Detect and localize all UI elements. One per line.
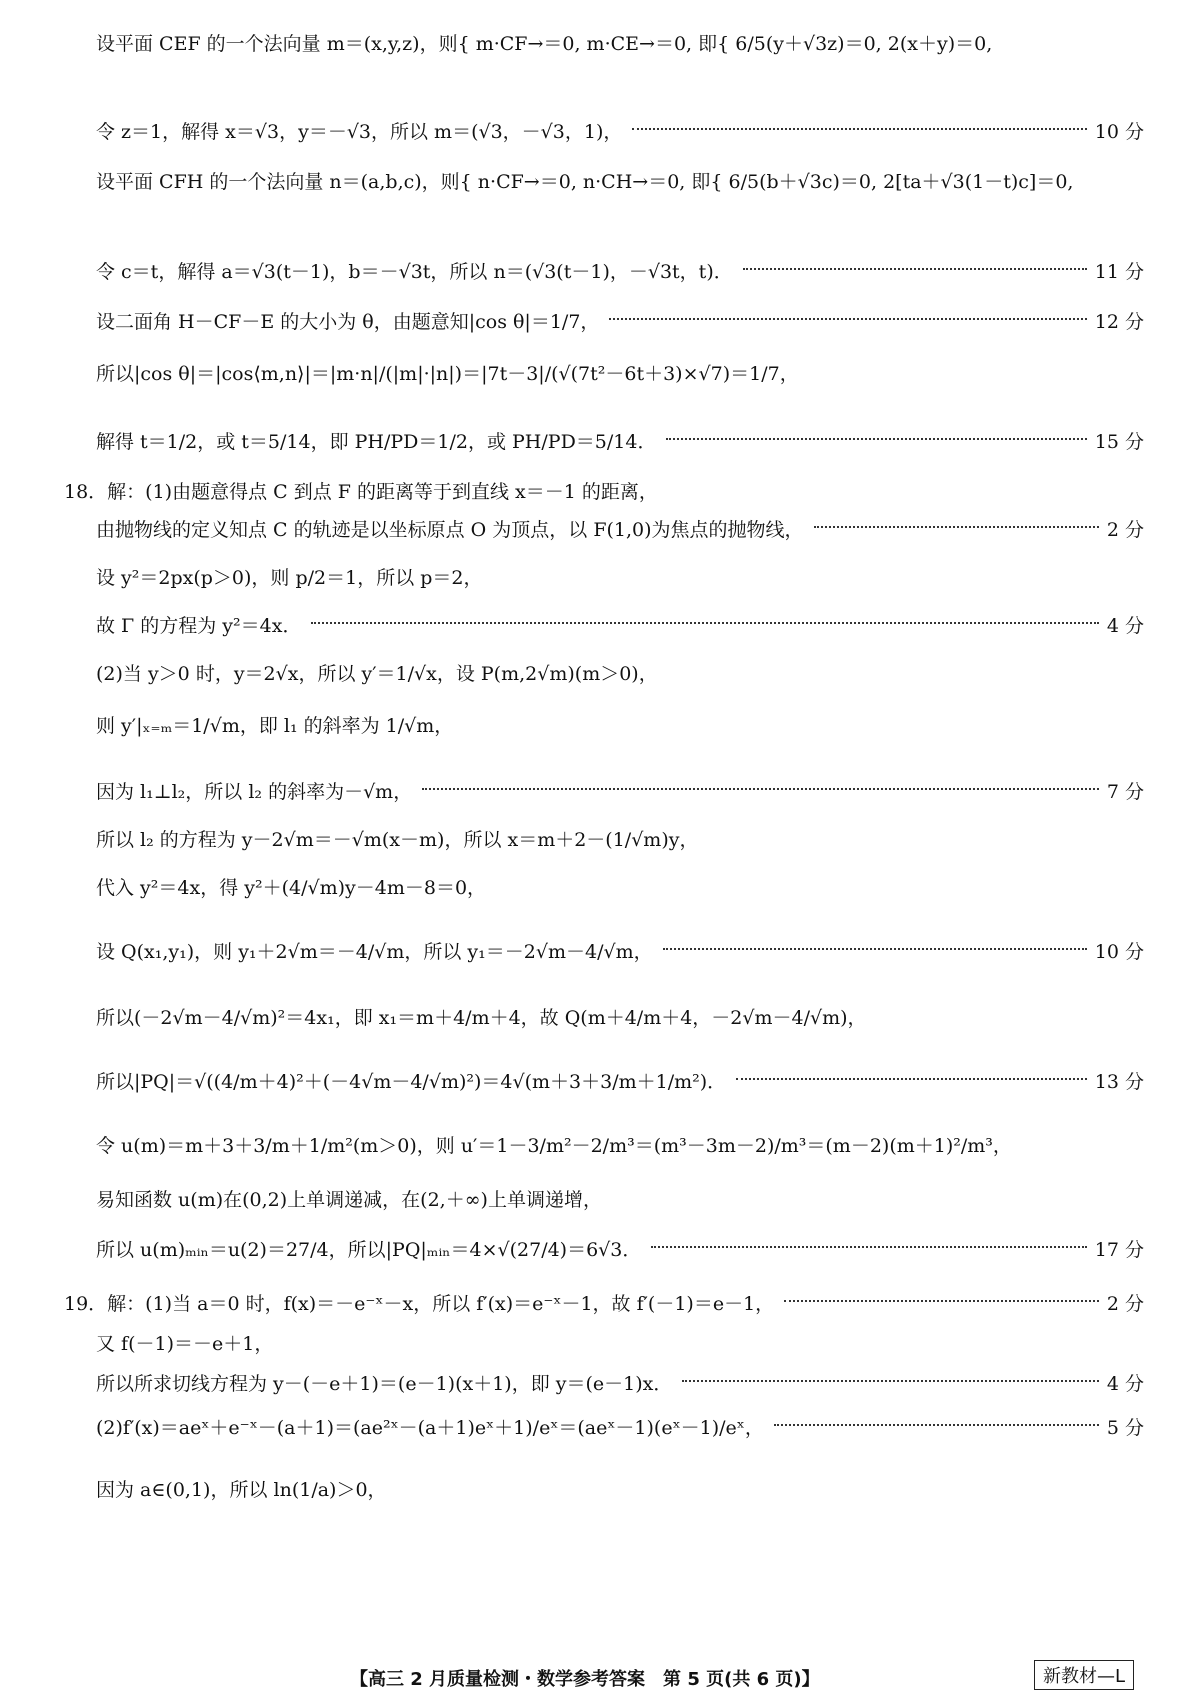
solution-line	[96, 1414, 1144, 1442]
solution-line	[96, 1236, 1144, 1264]
line-text: 所以所求切线方程为 y－(－e＋1)＝(e－1)(x＋1)，即 y＝(e－1)x．	[96, 1373, 673, 1395]
line-text: 则 y′|ₓ₌ₘ＝1/√m，即 l₁ 的斜率为 1/√m，	[96, 715, 454, 737]
solution-line	[96, 1476, 1144, 1504]
score-mark: 12 分	[1094, 311, 1144, 333]
dot-leader	[784, 1300, 1099, 1302]
solution-line	[96, 516, 1144, 544]
line-text: 所以 u(m)ₘᵢₙ＝u(2)＝27/4，所以|PQ|ₘᵢₙ＝4×√(27/4)＝6√3．	[96, 1239, 642, 1261]
line-text: 解得 t＝1/2，或 t＝5/14，即 PH/PD＝1/2，或 PH/PD＝5/14．	[96, 431, 657, 453]
dot-leader	[609, 318, 1086, 320]
solution-line	[96, 612, 1144, 640]
dot-leader	[632, 128, 1086, 130]
dot-leader	[814, 526, 1099, 528]
line-text: 18．解：(1)由题意得点 C 到点 F 的距离等于到直线 x＝－1 的距离，	[64, 481, 658, 503]
solution-line	[96, 564, 1144, 592]
line-text: 易知函数 u(m)在(0,2)上单调递减，在(2,＋∞)上单调递增，	[96, 1189, 602, 1211]
dot-leader	[736, 1078, 1087, 1080]
line-text: 所以|PQ|＝√((4/m＋4)²＋(－4√m－4/√m)²)＝4√(m＋3＋3/m＋1/m²)．	[96, 1071, 727, 1093]
line-text: 令 z＝1，解得 x＝√3，y＝－√3，所以 m＝(√3，－√3，1)，	[96, 121, 623, 143]
line-text: 设平面 CFH 的一个法向量 n＝(a,b,c)，则{ n·CF→＝0, n·CH→＝0, 即{ 6/5(b＋√3c)＝0, 2[ta＋√3(1－t)c]＝0,	[96, 171, 1074, 193]
line-text: 令 u(m)＝m＋3＋3/m＋1/m²(m＞0)，则 u′＝1－3/m²－2/m³＝(m³－3m－2)/m³＝(m－2)(m＋1)²/m³，	[96, 1135, 1012, 1157]
solution-line	[96, 826, 1144, 854]
dot-leader	[682, 1380, 1098, 1382]
score-mark: 13 分	[1094, 1071, 1144, 1093]
line-text: 所以(－2√m－4/√m)²＝4x₁，即 x₁＝m＋4/m＋4，故 Q(m＋4/m＋4，－2√m－4/√m)，	[96, 1007, 867, 1029]
line-text: (2)f′(x)＝aeˣ＋e⁻ˣ－(a＋1)＝(ae²ˣ－(a＋1)eˣ＋1)/eˣ＝(aeˣ－1)(eˣ－1)/eˣ，	[96, 1417, 764, 1439]
score-mark: 17 分	[1094, 1239, 1144, 1261]
dot-leader	[743, 268, 1087, 270]
solution-line	[96, 308, 1144, 336]
page-footer: 【高三 2 月质量检测・数学参考答案 第 5 页(共 6 页)】	[350, 1669, 820, 1690]
dot-leader	[774, 1424, 1099, 1426]
dot-leader	[666, 438, 1086, 440]
line-text: 设二面角 H－CF－E 的大小为 θ，由题意知|cos θ|＝1/7，	[96, 311, 600, 333]
solution-line	[96, 258, 1144, 286]
solution-line	[64, 478, 1144, 506]
line-text: 因为 a∈(0,1)，所以 ln(1/a)＞0，	[96, 1479, 387, 1501]
solution-line	[96, 1370, 1144, 1398]
solution-line	[96, 778, 1144, 806]
line-text: (2)当 y＞0 时，y＝2√x，所以 y′＝1/√x，设 P(m,2√m)(m＞0)，	[96, 663, 658, 685]
score-mark: 2 分	[1106, 1293, 1144, 1315]
solution-line	[96, 360, 1144, 388]
line-text: 设 Q(x₁,y₁)，则 y₁＋2√m＝－4/√m，所以 y₁＝－2√m－4/√m，	[96, 941, 653, 963]
edition-badge: 新教材—L	[1034, 1660, 1134, 1690]
line-text: 设 y²＝2px(p＞0)，则 p/2＝1，所以 p＝2，	[96, 567, 483, 589]
score-mark: 4 分	[1106, 1373, 1144, 1395]
dot-leader	[651, 1246, 1086, 1248]
solution-line	[96, 1186, 1144, 1214]
solution-line	[96, 118, 1144, 146]
line-text: 又 f(－1)＝－e＋1，	[96, 1333, 274, 1355]
dot-leader	[422, 788, 1099, 790]
solution-line	[96, 30, 1144, 58]
solution-line	[96, 168, 1144, 196]
dot-leader	[311, 622, 1098, 624]
line-text: 所以|cos θ|＝|cos⟨m,n⟩|＝|m·n|/(|m|·|n|)＝|7t－3|/(√(7t²－6t＋3)×√7)＝1/7，	[96, 363, 799, 385]
dot-leader	[663, 948, 1087, 950]
solution-line	[96, 1004, 1144, 1032]
score-mark: 10 分	[1094, 941, 1144, 963]
line-text: 由抛物线的定义知点 C 的轨迹是以坐标原点 O 为顶点，以 F(1,0)为焦点的抛物线，	[96, 519, 804, 541]
line-text: 因为 l₁⊥l₂，所以 l₂ 的斜率为－√m，	[96, 781, 413, 803]
score-mark: 15 分	[1094, 431, 1144, 453]
solution-line	[96, 874, 1144, 902]
score-mark: 11 分	[1094, 261, 1144, 283]
line-text: 故 Γ 的方程为 y²＝4x．	[96, 615, 302, 637]
solution-line	[96, 1068, 1144, 1096]
score-mark: 10 分	[1094, 121, 1144, 143]
solution-line	[96, 1330, 1144, 1358]
solution-line	[96, 428, 1144, 456]
score-mark: 7 分	[1106, 781, 1144, 803]
line-text: 19．解：(1)当 a＝0 时，f(x)＝－e⁻ˣ－x，所以 f′(x)＝e⁻ˣ－1，故 f′(－1)＝e－1，	[64, 1293, 775, 1315]
solution-line	[96, 712, 1144, 740]
line-text: 令 c＝t，解得 a＝√3(t－1)，b＝－√3t，所以 n＝(√3(t－1)，－√3t，t)．	[96, 261, 733, 283]
solution-line	[96, 1132, 1144, 1160]
solution-line	[96, 660, 1144, 688]
score-mark: 2 分	[1106, 519, 1144, 541]
solution-line	[64, 1290, 1144, 1318]
line-text: 设平面 CEF 的一个法向量 m＝(x,y,z)，则{ m·CF→＝0, m·CE→＝0, 即{ 6/5(y＋√3z)＝0, 2(x＋y)＝0,	[96, 33, 993, 55]
score-mark: 4 分	[1106, 615, 1144, 637]
line-text: 所以 l₂ 的方程为 y－2√m＝－√m(x－m)，所以 x＝m＋2－(1/√m)y，	[96, 829, 699, 851]
line-text: 代入 y²＝4x，得 y²＋(4/√m)y－4m－8＝0，	[96, 877, 487, 899]
score-mark: 5 分	[1106, 1417, 1144, 1439]
solution-line	[96, 938, 1144, 966]
